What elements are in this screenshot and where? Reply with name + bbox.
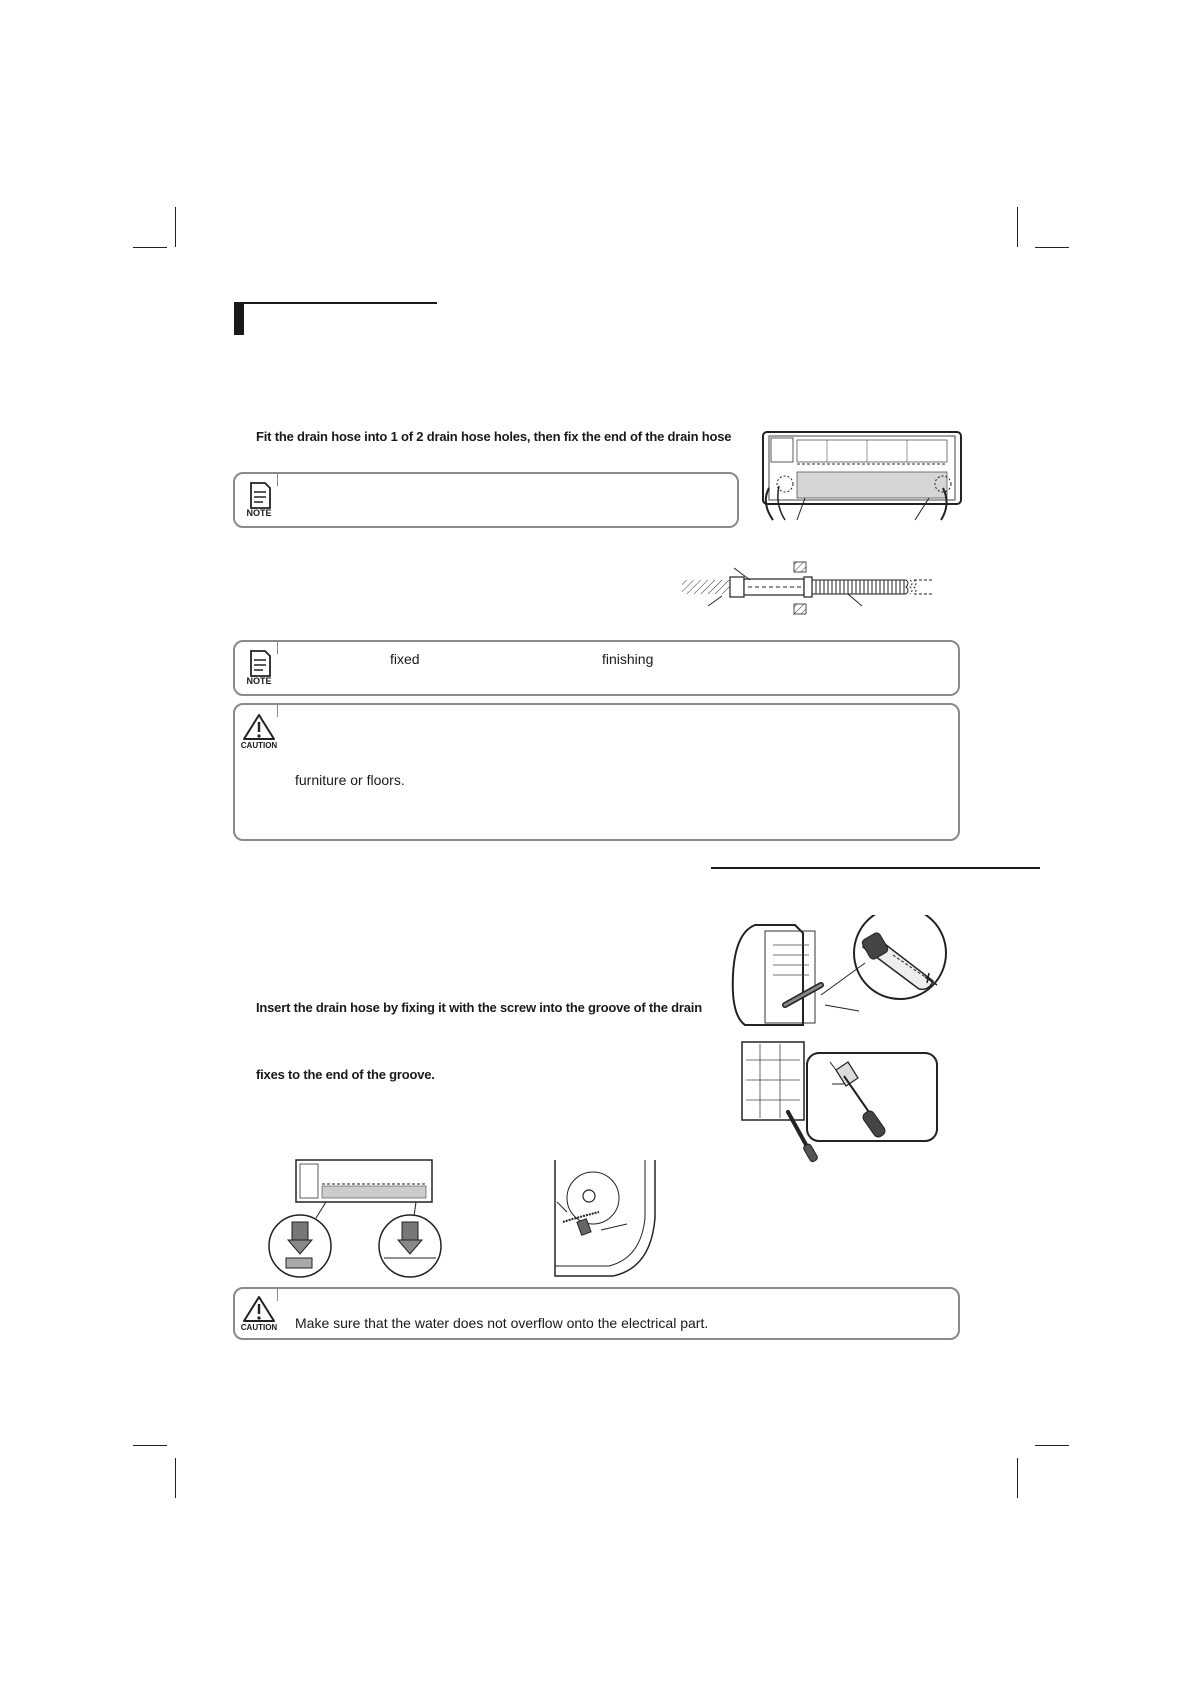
caution-label: CAUTION	[240, 741, 278, 750]
crop-mark	[1035, 247, 1069, 248]
drain-hose-wall-illustration	[678, 560, 958, 620]
crop-mark	[1035, 1445, 1069, 1446]
note-box-2	[233, 640, 960, 696]
caution2-text: Make sure that the water does not overflow onto the electrical part.	[295, 1315, 709, 1331]
crop-mark	[1017, 1458, 1018, 1498]
note-label: NOTE	[246, 508, 272, 518]
caution-box-2	[233, 1287, 960, 1340]
note-box-1	[233, 472, 739, 528]
section-marker	[234, 302, 244, 335]
section-rule-right	[711, 867, 1040, 869]
caution1-text: furniture or floors.	[295, 772, 405, 788]
caution-box-1	[233, 703, 960, 841]
screwdriver-groove-illustration	[740, 1040, 950, 1165]
note2-word-finishing: finishing	[602, 651, 654, 667]
crop-mark	[133, 247, 167, 248]
drain-hose-holes-illustration	[266, 1158, 446, 1278]
indoor-unit-back-illustration	[757, 428, 967, 523]
step2-text-line1: Insert the drain hose by fixing it with the screw into the groove of the drain	[256, 1000, 702, 1015]
section-rule	[244, 302, 437, 304]
drain-hose-screw-illustration	[725, 915, 960, 1030]
caution-label: CAUTION	[240, 1323, 278, 1332]
crop-mark	[1017, 207, 1018, 247]
crop-mark	[133, 1445, 167, 1446]
crop-mark	[175, 207, 176, 247]
note2-word-fixed: fixed	[390, 651, 420, 667]
step1-text: Fit the drain hose into 1 of 2 drain hose holes, then fix the end of the drain hose	[256, 429, 732, 444]
step2-text-line2: fixes to the end of the groove.	[256, 1067, 435, 1082]
note-label: NOTE	[246, 676, 272, 686]
crop-mark	[175, 1458, 176, 1498]
drain-side-view-illustration	[553, 1158, 663, 1278]
